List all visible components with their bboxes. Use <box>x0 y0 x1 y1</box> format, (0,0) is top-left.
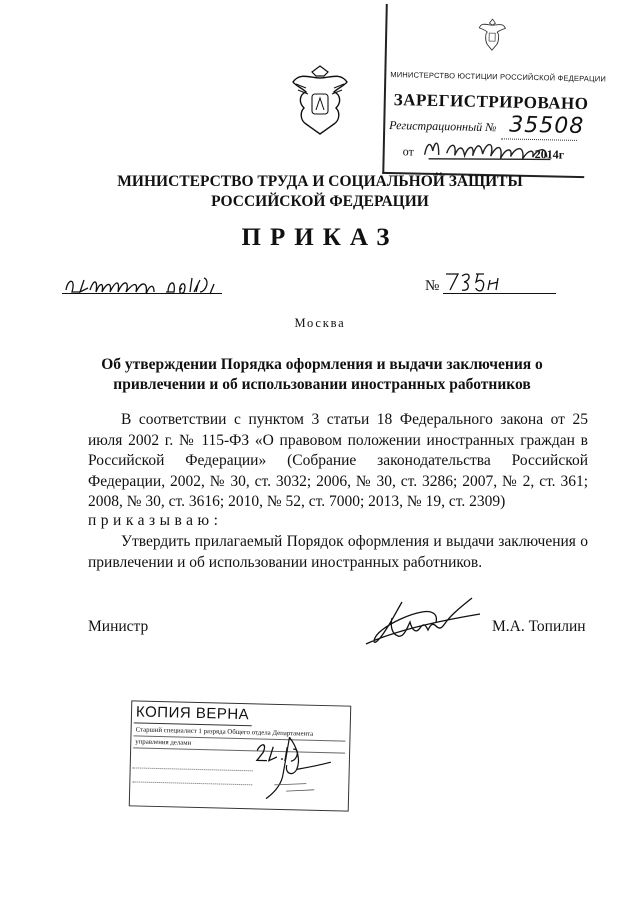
city: Москва <box>294 316 346 330</box>
signer-name: М.А. Топилин <box>492 618 586 635</box>
handwritten-order-number <box>444 268 514 294</box>
order-number-underline <box>443 293 556 294</box>
stamp-date-year: 2014г <box>534 147 565 162</box>
stamp-registered-label: ЗАРЕГИСТРИРОВАНО <box>393 90 589 114</box>
body-paragraph: В соответствии с пунктом 3 статьи 18 Федерального закона от 25 июля 2002 г. № 115-ФЗ «О правовом положении иностранных граждан в Российской Федерации» (Собрание законодательства Российской Федерации, 2002, № 30, ст. 3032; 2006, № 30, ст. 3286; 2007, № 2, ст. 361; 2008, № 30, ст. 3616; 2010, № 52, ст. 7000; 2013, № 19, ст. 2309) <box>88 411 588 510</box>
registration-stamp <box>382 4 607 178</box>
ministry-title: МИНИСТЕРСТВО ТРУДА И СОЦИАЛЬНОЙ ЗАЩИТЫ РОССИЙСКОЙ ФЕДЕРАЦИИ <box>117 173 523 210</box>
order-number-sign: № <box>425 278 440 294</box>
body-paragraph: Утвердить прилагаемый Порядок оформления и выдачи заключения о привлечении и об использовании иностранных работников. <box>88 533 588 571</box>
copy-stamp-title-underline <box>134 722 252 726</box>
decree-word: приказываю: <box>88 512 223 529</box>
stamp-ministry-name: МИНИСТЕРСТВО ЮСТИЦИИ РОССИЙСКОЙ ФЕДЕРАЦИИ <box>390 70 607 84</box>
stamp-registration-number: 35508 <box>509 112 585 140</box>
stamp-number-label: Регистрационный № <box>389 118 497 135</box>
copy-stamp-position: Старший специалист 1 разряда Общего отдела Департамента <box>135 726 314 738</box>
copy-stamp-title: КОПИЯ ВЕРНА <box>135 703 250 724</box>
handwritten-signature <box>362 592 484 652</box>
copy-stamp-department: управления делами <box>135 738 192 747</box>
document-subject: Об утверждении Порядка оформления и выдачи заключения о привлечении и об использовании иностранных работников <box>101 356 543 393</box>
coat-of-arms-icon <box>477 16 508 55</box>
order-date-underline <box>62 293 222 294</box>
copy-stamp-handwritten-signature <box>226 732 346 807</box>
coat-of-arms-icon <box>290 64 350 138</box>
order-title: ПРИКАЗ <box>241 224 399 251</box>
stamp-date-prefix: от <box>402 144 414 159</box>
copy-certification-stamp <box>129 700 352 811</box>
signer-position: Министр <box>88 618 149 635</box>
